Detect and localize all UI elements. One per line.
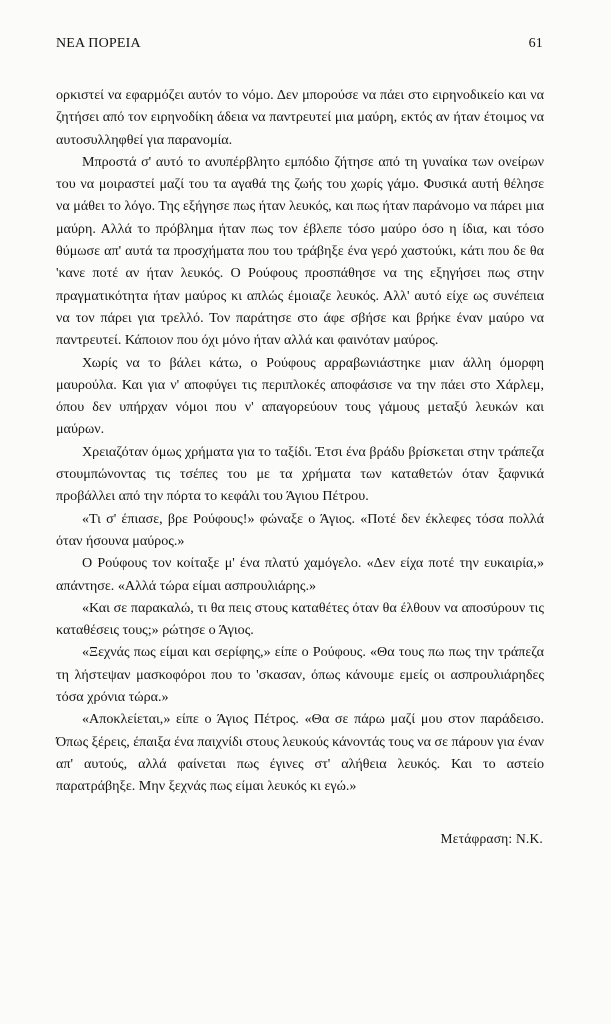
- paragraph-1: ορκιστεί να εφαρμόζει αυτόν το νόμο. Δεν μπορούσε να πάει στο ειρηνοδικείο και να ζητήσει από τον ειρηνοδίκη άδεια να παντρευτεί μια μαύρη, εκτός αν ήταν έτοιμος να αυτοσυλληφθεί για παρανομία.: [56, 87, 544, 148]
- paragraph-9: «Αποκλείεται,» είπε ο Άγιος Πέτρος. «Θα σε πάρω μαζί μου στον παράδεισο. Όπως ξέρεις, έπαιξα ένα παιχνίδι στους λευκούς κάνοντάς τους να σε πάρουν για έναν απ' αυτούς, αλλά φαίνεται πως έγινες στ' αλήθεια λευκός. Και το αστείο παρατράβηξε. Μην ξεχνάς πως είμαι λευκός κι εγώ.»: [56, 711, 544, 795]
- story-text: [56, 84, 544, 798]
- paragraph-7: «Και σε παρακαλώ, τι θα πεις στους καταθέτες όταν θα έλθουν να αποσύρουν τις καταθέσεις τους;» ρώτησε ο Άγιος.: [56, 599, 544, 639]
- paragraph-2: Μπροστά σ' αυτό το ανυπέρβλητο εμπόδιο ζήτησε από τη γυναίκα των ονείρων του να μοιραστεί μαζί του τα αγαθά της ζωής του χωρίς γάμο. Φυσικά αυτή θέλησε να μάθει το λόγο. Της εξήγησε πως ήταν λευκός, και πως ήταν παράνομο να πάρει μια μαύρη. Αλλά το πρόβλημα ήταν πως τον έβλεπε τόσο μαύρο όσο η ίδια, και τόσο θύμωσε απ' αυτά τα προσχήματα που του τράβηξε ένα γερό χαστούκι, κάτι που δε θα 'κανε ποτέ αν ήταν λευκός. Ο Ρούφους προσπάθησε να της εξηγήσει πως στην πραγματικότητα ήταν μαύρος κι απλώς έμοιαζε λευκός. Αλλ' αυτό είχε ως συνέπεια να τον πάρει για τρελλό. Τον παράτησε στο άφε σβήσε και βρήκε έναν μαύρο να παντρευτεί. Κάποιον που όχι μόνο ήταν αλλά και φαινόταν μαύρος.: [56, 153, 544, 349]
- paragraph-6: Ο Ρούφους τον κοίταξε μ' ένα πλατύ χαμόγελο. «Δεν είχα ποτέ την ευκαιρία,» απάντησε. «Αλλά τώρα είμαι ασπρουλιάρης.»: [56, 555, 544, 594]
- paragraph-8: «Ξεχνάς πως είμαι και σερίφης,» είπε ο Ρούφους. «Θα τους πω πως την τράπεζα τη λήστεψαν μασκοφόροι που το 'σκασαν, όπως κάνουμε εμείς οι ασπρουλιάρηδες τόσα χρόνια τώρα.»: [56, 644, 544, 706]
- journal-title: ΝΕΑ ΠΟΡΕΙΑ: [56, 36, 141, 51]
- page-number: 61: [528, 36, 543, 51]
- translator-credit: Μετάφραση: Ν.Κ.: [440, 831, 543, 846]
- running-header: [56, 36, 543, 56]
- paragraph-5: «Τι σ' έπιασε, βρε Ρούφους!» φώναξε ο Άγιος. «Ποτέ δεν έκλεφες τόσα πολλά όταν ήσουνα μαύρος.»: [56, 510, 544, 549]
- paragraph-3: Χωρίς να το βάλει κάτω, ο Ρούφους αρραβωνιάστηκε μιαν άλλη όμορφη μαυρούλα. Και για ν' αποφύγει τις περιπλοκές αποφάσισε να την πάει στο Χάρλεμ, όπου δεν υπήρχαν νόμοι που ν' απαγορεύουν τους γάμους μεταξύ λευκών και μαύρων.: [56, 354, 544, 438]
- paragraph-4: Χρειαζόταν όμως χρήματα για το ταξίδι. Έτσι ένα βράδυ βρίσκεται στην τράπεζα στουμπώνοντας τις τσέπες του με τα χρήματα των καταθετών όταν ξαφνικά προβάλλει από την πόρτα το κεφάλι του Άγιου Πέτρου.: [56, 443, 544, 505]
